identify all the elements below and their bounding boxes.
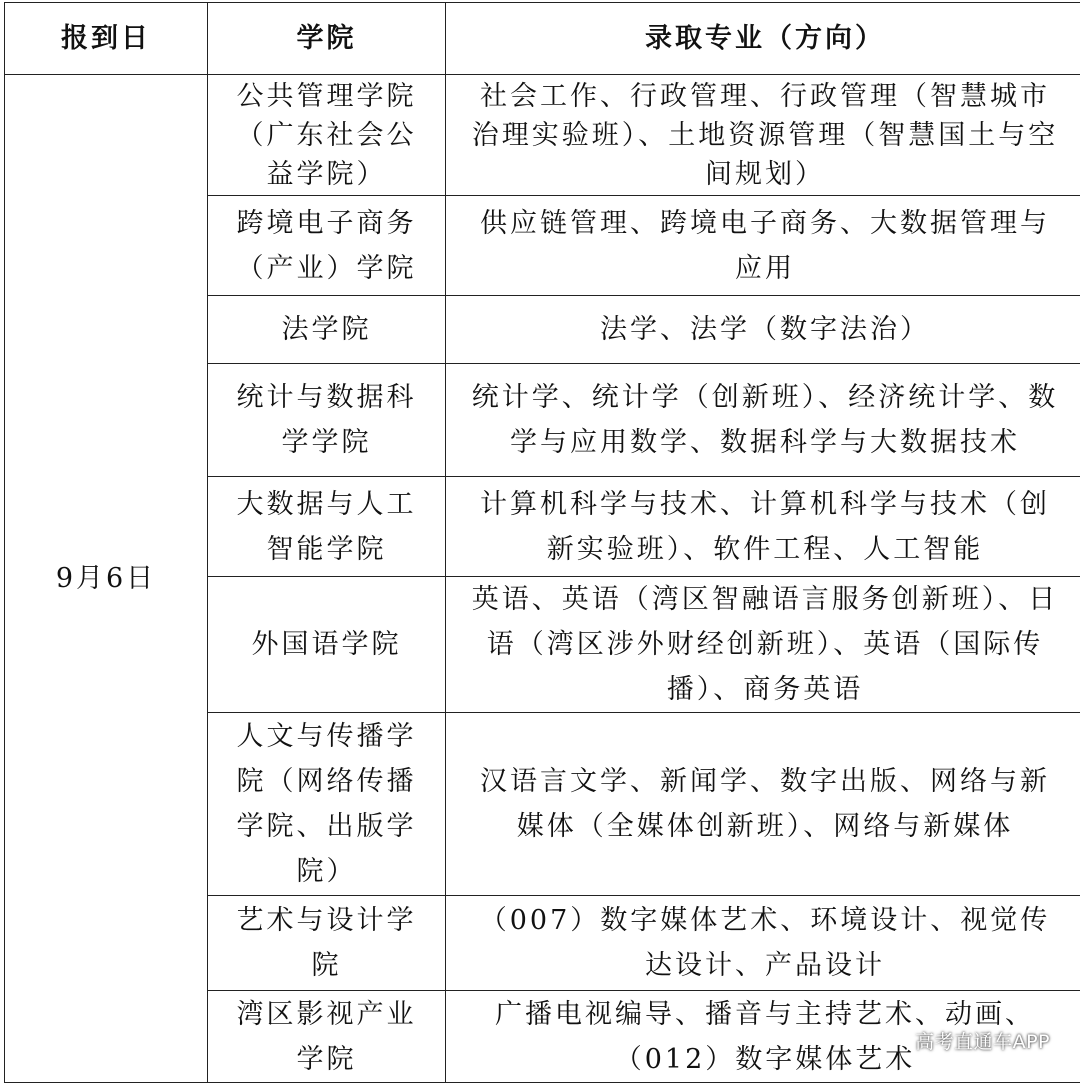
majors-cell: 社会工作、行政管理、行政管理（智慧城市治理实验班）、土地资源管理（智慧国土与空间规划） bbox=[446, 75, 1080, 196]
table-row bbox=[5, 75, 1080, 196]
college-cell: 公共管理学院（广东社会公益学院） bbox=[208, 75, 446, 196]
college-cell: 外国语学院 bbox=[208, 577, 446, 713]
header-date: 报到日 bbox=[5, 3, 208, 75]
majors-cell: 法学、法学（数字法治） bbox=[446, 296, 1080, 364]
majors-cell: 英语、英语（湾区智融语言服务创新班）、日语（湾区涉外财经创新班）、英语（国际传播）、商务英语 bbox=[446, 577, 1080, 713]
college-cell: 统计与数据科学学院 bbox=[208, 364, 446, 477]
enrollment-table bbox=[4, 2, 1080, 1083]
majors-cell: 计算机科学与技术、计算机科学与技术（创新实验班）、软件工程、人工智能 bbox=[446, 477, 1080, 577]
header-row bbox=[5, 3, 1080, 75]
report-date-cell: 9月6日 bbox=[5, 75, 208, 1083]
college-cell: 湾区影视产业学院 bbox=[208, 991, 446, 1083]
header-college: 学院 bbox=[208, 3, 446, 75]
college-cell: 艺术与设计学院 bbox=[208, 896, 446, 991]
college-cell: 跨境电子商务（产业）学院 bbox=[208, 196, 446, 296]
majors-cell: 供应链管理、跨境电子商务、大数据管理与应用 bbox=[446, 196, 1080, 296]
majors-cell: （007）数字媒体艺术、环境设计、视觉传达设计、产品设计 bbox=[446, 896, 1080, 991]
majors-cell: 统计学、统计学（创新班）、经济统计学、数学与应用数学、数据科学与大数据技术 bbox=[446, 364, 1080, 477]
majors-cell: 广播电视编导、播音与主持艺术、动画、（012）数字媒体艺术 bbox=[446, 991, 1080, 1083]
college-cell: 法学院 bbox=[208, 296, 446, 364]
header-majors: 录取专业（方向） bbox=[446, 3, 1080, 75]
majors-cell: 汉语言文学、新闻学、数字出版、网络与新媒体（全媒体创新班）、网络与新媒体 bbox=[446, 713, 1080, 896]
college-cell: 人文与传播学院（网络传播学院、出版学院） bbox=[208, 713, 446, 896]
watermark-text: 高考直通车APP bbox=[915, 1027, 1050, 1054]
college-cell: 大数据与人工智能学院 bbox=[208, 477, 446, 577]
